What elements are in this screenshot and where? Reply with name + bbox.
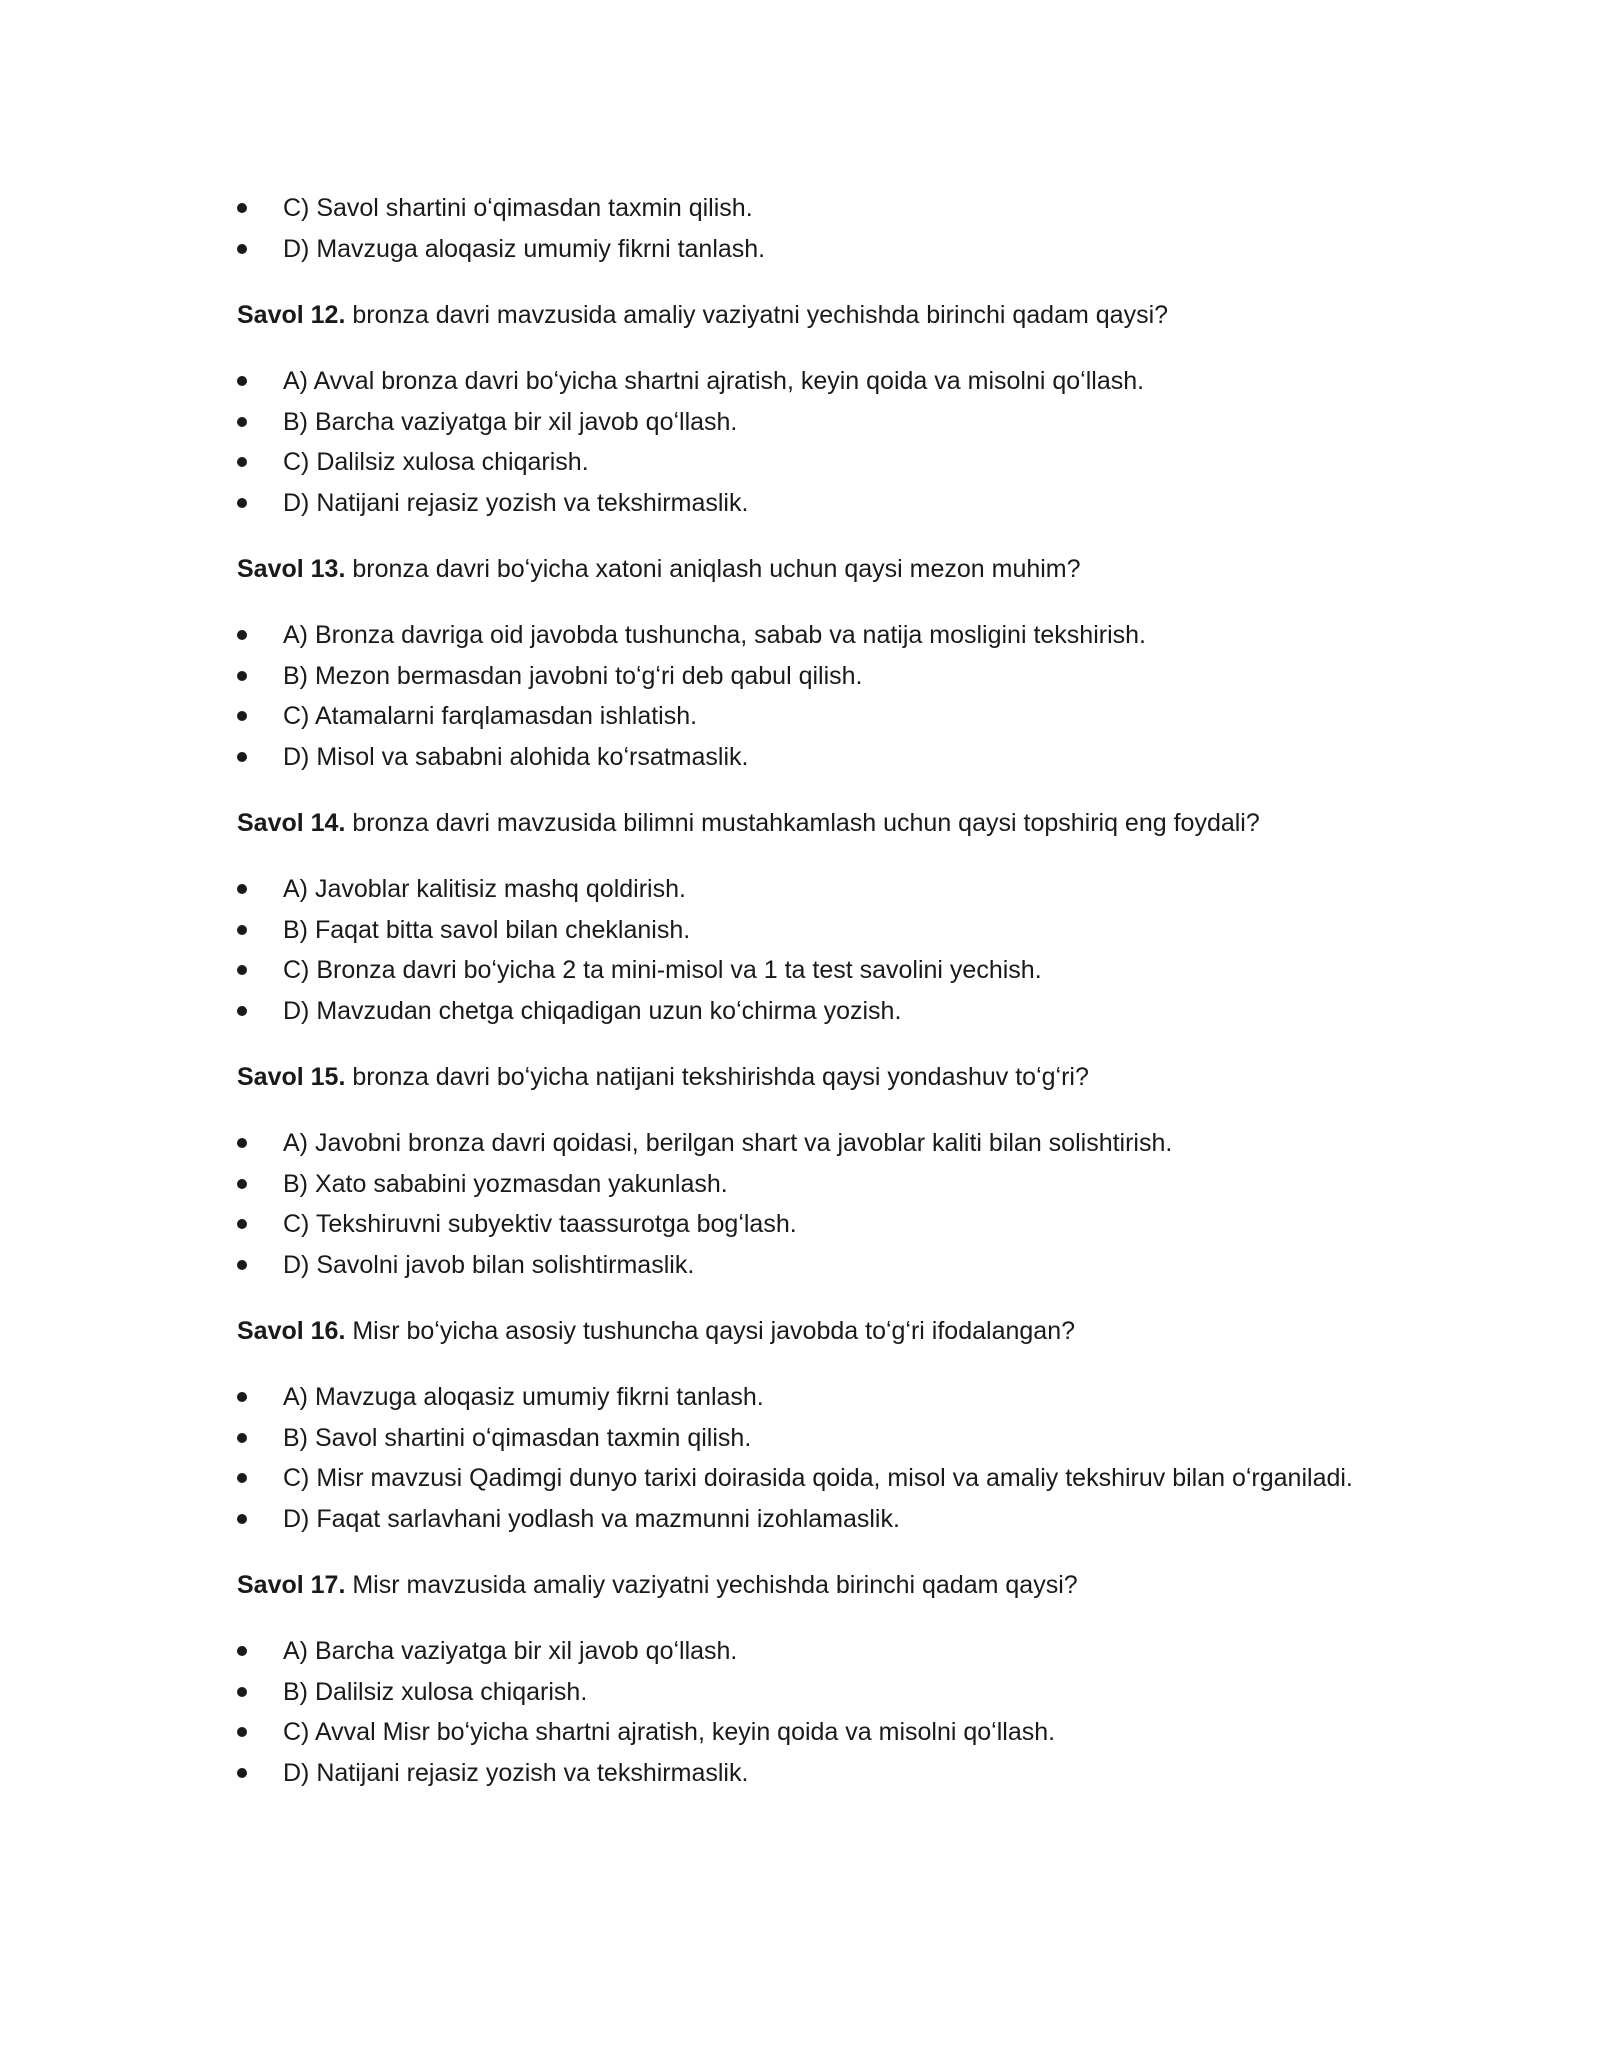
option-item: B) Mezon bermasdan javobni toʻgʻri deb qabul qilish. xyxy=(237,656,1377,697)
options-list-14 xyxy=(237,869,1377,1031)
option-item: A) Mavzuga aloqasiz umumiy fikrni tanlash. xyxy=(237,1377,1377,1418)
option-item: B) Savol shartini oʻqimasdan taxmin qilish. xyxy=(237,1418,1377,1459)
option-item: C) Avval Misr boʻyicha shartni ajratish, keyin qoida va misolni qoʻllash. xyxy=(237,1712,1377,1753)
question-number: Savol 17. xyxy=(237,1571,346,1599)
option-item: C) Tekshiruvni subyektiv taassurotga bogʻlash. xyxy=(237,1204,1377,1245)
option-item: A) Avval bronza davri boʻyicha shartni ajratish, keyin qoida va misolni qoʻllash. xyxy=(237,361,1377,402)
options-list-13 xyxy=(237,615,1377,777)
option-item: C) Atamalarni farqlamasdan ishlatish. xyxy=(237,696,1377,737)
option-item: D) Misol va sababni alohida koʻrsatmaslik. xyxy=(237,737,1377,778)
question-number: Savol 12. xyxy=(237,301,346,329)
question-14 xyxy=(237,803,1377,843)
option-item: B) Faqat bitta savol bilan cheklanish. xyxy=(237,910,1377,951)
option-item: D) Savolni javob bilan solishtirmaslik. xyxy=(237,1245,1377,1286)
question-text: bronza davri boʻyicha xatoni aniqlash uchun qaysi mezon muhim? xyxy=(345,555,1081,583)
question-16 xyxy=(237,1311,1377,1351)
options-list-15 xyxy=(237,1123,1377,1285)
option-item: D) Mavzuga aloqasiz umumiy fikrni tanlash. xyxy=(237,229,1377,270)
option-item: D) Faqat sarlavhani yodlash va mazmunni izohlamaslik. xyxy=(237,1499,1377,1540)
question-text: bronza davri mavzusida bilimni mustahkamlash uchun qaysi topshiriq eng foydali? xyxy=(345,809,1260,837)
option-item: C) Misr mavzusi Qadimgi dunyo tarixi doirasida qoida, misol va amaliy tekshiruv bilan oʻrganiladi. xyxy=(237,1458,1377,1499)
question-13 xyxy=(237,549,1377,589)
option-item: A) Barcha vaziyatga bir xil javob qoʻllash. xyxy=(237,1631,1377,1672)
option-item: A) Bronza davriga oid javobda tushuncha, sabab va natija mosligini tekshirish. xyxy=(237,615,1377,656)
options-list-12 xyxy=(237,361,1377,523)
question-15 xyxy=(237,1057,1377,1097)
question-text: bronza davri boʻyicha natijani tekshirishda qaysi yondashuv toʻgʻri? xyxy=(345,1063,1089,1091)
options-list-17 xyxy=(237,1631,1377,1793)
question-12 xyxy=(237,295,1377,335)
document-page xyxy=(237,188,1377,1793)
question-number: Savol 16. xyxy=(237,1317,346,1345)
question-17 xyxy=(237,1565,1377,1605)
option-item: D) Natijani rejasiz yozish va tekshirmaslik. xyxy=(237,1753,1377,1794)
option-item: D) Natijani rejasiz yozish va tekshirmaslik. xyxy=(237,483,1377,524)
question-number: Savol 15. xyxy=(237,1063,346,1091)
question-text: Misr mavzusida amaliy vaziyatni yechishda birinchi qadam qaysi? xyxy=(345,1571,1078,1599)
option-item: D) Mavzudan chetga chiqadigan uzun koʻchirma yozish. xyxy=(237,991,1377,1032)
option-item: A) Javobni bronza davri qoidasi, berilgan shart va javoblar kaliti bilan solishtirish. xyxy=(237,1123,1377,1164)
question-text: bronza davri mavzusida amaliy vaziyatni yechishda birinchi qadam qaysi? xyxy=(345,301,1169,329)
question-number: Savol 14. xyxy=(237,809,346,837)
option-item: C) Dalilsiz xulosa chiqarish. xyxy=(237,442,1377,483)
option-item: C) Savol shartini oʻqimasdan taxmin qilish. xyxy=(237,188,1377,229)
intro-options-list xyxy=(237,188,1377,269)
options-list-16 xyxy=(237,1377,1377,1539)
option-item: B) Xato sababini yozmasdan yakunlash. xyxy=(237,1164,1377,1205)
question-number: Savol 13. xyxy=(237,555,346,583)
option-item: B) Barcha vaziyatga bir xil javob qoʻllash. xyxy=(237,402,1377,443)
option-item: A) Javoblar kalitisiz mashq qoldirish. xyxy=(237,869,1377,910)
option-item: C) Bronza davri boʻyicha 2 ta mini-misol va 1 ta test savolini yechish. xyxy=(237,950,1377,991)
question-text: Misr boʻyicha asosiy tushuncha qaysi javobda toʻgʻri ifodalangan? xyxy=(345,1317,1075,1345)
option-item: B) Dalilsiz xulosa chiqarish. xyxy=(237,1672,1377,1713)
